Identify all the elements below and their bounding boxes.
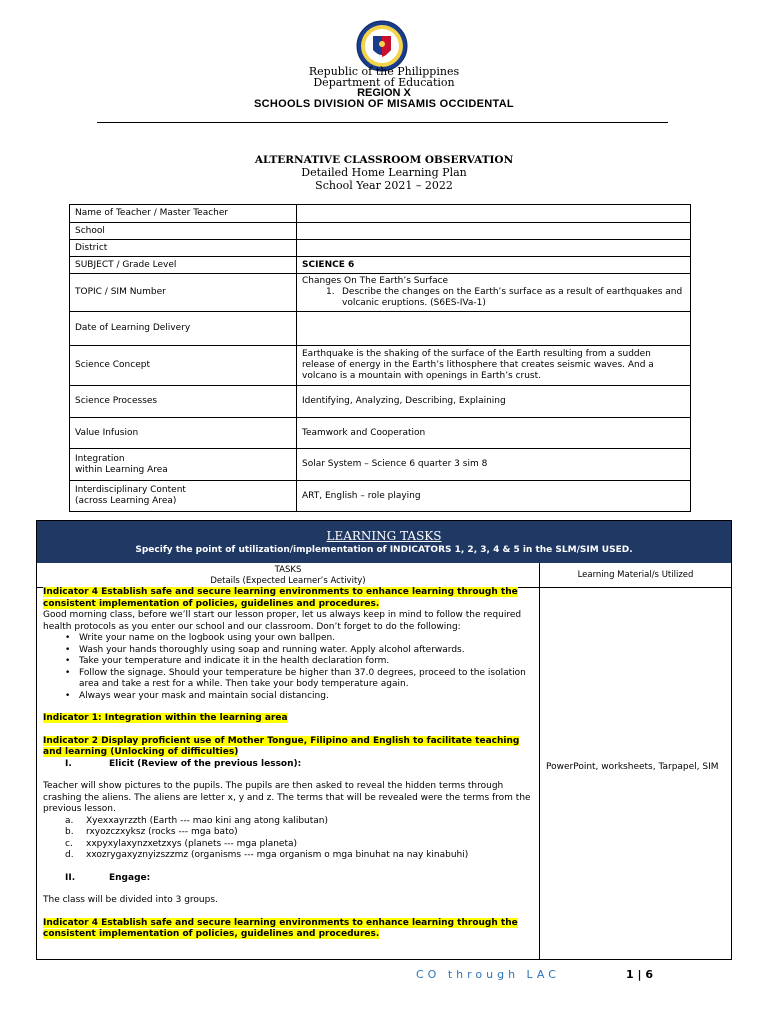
- table-row: [70, 257, 691, 274]
- topic-item: [302, 287, 685, 309]
- engage-number: II.: [65, 872, 76, 883]
- list-item: c. xxpyxylaxynzxetzxys (planets --- mga planeta): [65, 838, 298, 849]
- tasks-column-header: [37, 565, 539, 587]
- integration-label: [70, 449, 297, 481]
- concept-label: Science Concept: [70, 346, 297, 386]
- region-line: REGION X: [357, 87, 411, 99]
- interdisciplinary-label-line1: Interdisciplinary Content: [75, 485, 186, 495]
- table-row: [70, 240, 691, 257]
- concept-value: Earthquake is the shaking of the surface of the Earth resulting from a sudden release of energy in the Earth’s lithosphere that creates seismic waves. And a volcano is a mountain with openings in Earth’s crust.: [297, 346, 691, 386]
- table-row: [70, 346, 691, 386]
- teacher-instructions: Teacher will show pictures to the pupils. The pupils are then asked to reveal the hidden terms through crashing the aliens. The aliens are letter x, y and z. The terms that will be revealed were the terms from the previous lesson.: [43, 781, 531, 814]
- table-row: [70, 274, 691, 312]
- processes-value: Identifying, Analyzing, Describing, Explaining: [297, 386, 691, 418]
- greeting-text: Good morning class, before we’ll start our lesson proper, let us always keep in mind to follow the required health protocols as you enter our school and our classroom. Don’t forget to do the following:: [43, 610, 522, 632]
- indicator-4-highlight-repeat: Indicator 4 Establish safe and secure learning environments to enhance learning through the consistent implementation of policies, guidelines and procedures.: [43, 917, 518, 939]
- hidden-terms-list: [43, 816, 537, 862]
- department-line: Department of Education: [313, 76, 455, 89]
- elicit-heading: [43, 759, 537, 771]
- materials-value: PowerPoint, worksheets, Tarpapel, SIM: [546, 762, 719, 772]
- division-line: SCHOOLS DIVISION OF MISAMIS OCCIDENTAL: [254, 98, 514, 110]
- engage-heading: [43, 873, 537, 885]
- learning-tasks-table: [36, 520, 732, 960]
- materials-column-header: Learning Material/s Utilized: [577, 570, 694, 580]
- interdisciplinary-label-line2: (across Learning Area): [75, 496, 177, 506]
- list-item: a. Xyexxayrzzth (Earth --- mao kini ang atong kalibutan): [65, 815, 329, 826]
- table-row: [70, 418, 691, 449]
- lesson-info-table: [69, 204, 691, 512]
- list-item: • Always wear your mask and maintain social distancing.: [43, 691, 537, 703]
- school-value: [297, 223, 691, 240]
- subject-label: SUBJECT / Grade Level: [70, 257, 297, 274]
- table-row: [70, 312, 691, 346]
- learning-tasks-title: LEARNING TASKS: [326, 529, 442, 543]
- interdisciplinary-value: ART, English – role playing: [297, 481, 691, 512]
- table-row: [70, 449, 691, 481]
- tasks-header-line2: Details (Expected Learner’s Activity): [210, 576, 366, 586]
- school-year: School Year 2021 – 2022: [315, 179, 453, 192]
- doc-subtitle: Detailed Home Learning Plan: [301, 166, 467, 179]
- subject-value: SCIENCE 6: [297, 257, 691, 274]
- tasks-details: [43, 587, 537, 941]
- elicit-label: Elicit (Review of the previous lesson):: [109, 758, 302, 769]
- topic-item-text: Describe the changes on the Earth’s surface as a result of earthquakes and volcanic eruptions. (S6ES-IVa-1): [342, 287, 683, 308]
- value-infusion-value: Teamwork and Cooperation: [297, 418, 691, 449]
- table-row: [70, 205, 691, 223]
- table-row: [70, 481, 691, 512]
- list-item: • Wash your hands thoroughly using soap and running water. Apply alcohol afterwards.: [43, 645, 537, 657]
- learning-tasks-header: [37, 521, 731, 563]
- table-row: [70, 386, 691, 418]
- column-divider: [539, 563, 540, 959]
- teacher-label: Name of Teacher / Master Teacher: [70, 205, 297, 223]
- topic-value: Changes On The Earth’s Surface: [302, 276, 449, 286]
- topic-label: TOPIC / SIM Number: [70, 274, 297, 312]
- list-item: • Follow the signage. Should your temperature be higher than 37.0 degrees, proceed to the isolation area and take a rest for a while. Then take your body temperature again.: [43, 668, 537, 691]
- learning-tasks-subtitle: Specify the point of utilization/implementation of INDICATORS 1, 2, 3, 4 & 5 in the SLM/SIM USED.: [135, 545, 633, 555]
- district-label: District: [70, 240, 297, 257]
- footer-text: CO through LAC: [416, 968, 560, 981]
- group-instructions: The class will be divided into 3 groups.: [43, 895, 218, 905]
- interdisciplinary-label: [70, 481, 297, 512]
- elicit-number: I.: [65, 758, 72, 769]
- doc-title: ALTERNATIVE CLASSROOM OBSERVATION: [254, 154, 514, 166]
- topic-item-number: 1.: [326, 287, 335, 297]
- engage-label: Engage:: [109, 872, 151, 883]
- table-row: [70, 223, 691, 240]
- district-value: [297, 240, 691, 257]
- date-value: [297, 312, 691, 346]
- page-number: 1 | 6: [626, 968, 653, 981]
- processes-label: Science Processes: [70, 386, 297, 418]
- indicator-2-highlight: Indicator 2 Display proficient use of Mother Tongue, Filipino and English to facilitate teaching and learning (Unlocking of difficulties): [43, 735, 520, 757]
- list-item: b. rxyozczxyksz (rocks --- mga bato): [65, 827, 238, 837]
- date-label: Date of Learning Delivery: [70, 312, 297, 346]
- republic-line: Republic of the Philippines: [308, 65, 460, 78]
- integration-label-line1: Integration: [75, 453, 125, 464]
- protocol-list: [43, 633, 537, 702]
- teacher-value: [297, 205, 691, 223]
- indicator-4-highlight: Indicator 4 Establish safe and secure learning environments to enhance learning through the consistent implementation of policies, guidelines and procedures.: [43, 587, 518, 609]
- indicator-1-highlight: Indicator 1: Integration within the learning area: [43, 713, 288, 723]
- tasks-header-line1: TASKS: [274, 565, 302, 575]
- integration-value: Solar System – Science 6 quarter 3 sim 8: [297, 449, 691, 481]
- header-rule: [97, 122, 668, 123]
- list-item: • Write your name on the logbook using your own ballpen.: [43, 633, 537, 645]
- integration-label-line2: within Learning Area: [75, 464, 168, 475]
- topic-cell: [297, 274, 691, 312]
- list-item: • Take your temperature and indicate it in the health declaration form.: [43, 656, 537, 668]
- value-infusion-label: Value Infusion: [70, 418, 297, 449]
- school-label: School: [70, 223, 297, 240]
- list-item: d. xxozrygaxyznyizszzmz (organisms --- mga organism o mga binuhat na nay kinabuhi): [65, 850, 469, 860]
